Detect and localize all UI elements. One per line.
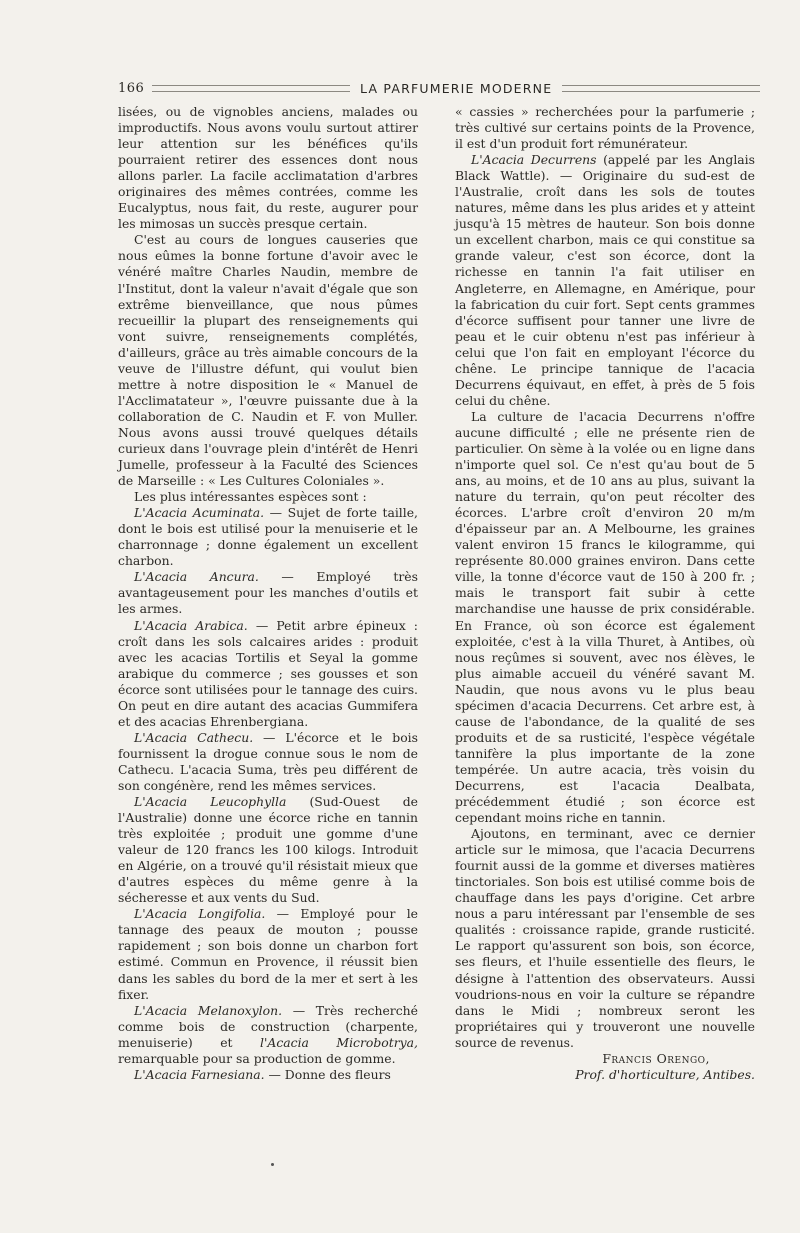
paragraph: Les plus intéressantes espèces sont : [134,489,367,505]
print-speck [271,1163,274,1166]
running-header [118,78,760,98]
species-description: (appelé par les Anglais Black Wattle). — Originaire du sud-est de l'Australie, croît dans les sols de toutes natures, même dans les plus arides et y atteint jusqu'à 15 mètres de hauteur. Son bois donne un excellent charbon, mais ce qui constitue sa grande valeur, c'est son écorce, dont la richesse en tannin l'a fait utiliser en Angleterre, en Allemagne, en Amérique, pour la fabrication du cuir fort. Sept cents grammes d'écorce suffisent pour tanner une livre de peau et le cuir obtenu n'est pas inférieur à celui que l'on fait en employant l'écorce du chêne. Le principe tannique de l'acacia Decurrens équivaut, en effet, à près de 5 fois celui du chêne. [455,152,755,408]
species-description: — Très recherché comme bois de construction (charpente, menuiserie) et [118,1002,418,1050]
species-entry [118,1003,418,1067]
species-description: remarquable pour sa production de gomme. [118,1050,396,1066]
species-name: L'Acacia Arabica. [134,617,248,633]
species-description: — Employé très avantageusement pour les manches d'outils et les armes. [118,569,418,617]
species-entry [118,505,418,569]
header-rule-right [562,85,760,92]
species-description: (Sud-Ouest de l'Australie) donne une écorce riche en tannin très exploitée ; produit une gomme d'une valeur de 120 francs les 100 kilogs. Introduit en Algérie, on a trouvé qu'il résistait mieux que d'autres espèces du même genre à la sécheresse et aux vents du Sud. [118,794,419,906]
species-entry [118,730,418,794]
species-description: — Donne des fleurs [264,1066,391,1082]
paragraph: C'est au cours de longues causeries que nous eûmes la bonne fortune d'avoir avec le vénéré maître Charles Naudin, membre de l'Institut, dont la valeur n'avait d'égale que son extrême bienveillance, que nous pûmes recueillir la plupart des renseignements qui vont suivre, renseignements complétés, d'ailleurs, grâce au très aimable concours de la veuve de l'illustre défunt, qui voulut bien mettre à notre disposition le « Manuel de l'Acclimatateur », l'œuvre puissante due à la collaboration de C. Naudin et F. von Muller. Nous avons aussi trouvé quelques détails curieux dans l'ouvrage plein d'intérêt de Henri Jumelle, professeur à la Faculté des Sciences de Marseille : « Les Cultures Coloniales ». [118,232,418,489]
author-affiliation: Prof. d'horticulture, Antibes. [575,1066,755,1082]
species-entry [118,794,418,906]
species-name: L'Acacia Ancura. [134,569,259,585]
paragraph: lisées, ou de vignobles anciens, malades ou improductifs. Nous avons voulu surtout attirer leur attention sur les bénéfices qu'ils pourraient retirer des essences dont nous allons parler. La facile acclimatation d'arbres originaires des mêmes contrées, comme les Eucalyptus, nous fait, du reste, augurer pour les mimosas un succès presque certain. [118,104,418,232]
species-name: L'Acacia Farnesiana. [134,1066,265,1082]
page-number: 166 [118,80,145,96]
paragraph: Ajoutons, en terminant, avec ce dernier article sur le mimosa, que l'acacia Decurrens fournit aussi de la gomme et diverses matières tinctoriales. Son bois est utilisé comme bois de chauffage dans les pays d'origine. Cet arbre nous a paru intéressant par l'ensemble de ses qualités : croissance rapide, grande rusticité. Le rapport qu'assurent son bois, son écorce, ses fleurs, et l'huile essentielle des fleurs, le désigne à l'attention des observateurs. Aussi voudrions-nous en voir la culture se répandre dans le Midi ; nombreux seront les propriétaires qui y trouveront une nouvelle source de revenus. [455,826,755,1050]
species-name: L'Acacia Longifolia. [134,906,266,922]
species-name: L'Acacia Melanoxylon. [134,1002,283,1018]
species-description: — Petit arbre épineux : croît dans les sols calcaires arides : produit avec les acacias Tortilis et Seyal la gomme arabique du commerce ; ses gousses et son écorce sont utilisées pour le tannage des cuirs. On peut en dire autant des acacias Gummifera et des acacias Ehrenbergiana. [118,617,418,729]
signature [455,1051,755,1083]
species-name: l'Acacia Microbotrya, [260,1034,418,1050]
species-name: L'Acacia Leucophylla [134,794,287,810]
species-name: L'Acacia Cathecu. [134,729,254,745]
species-description: — Sujet de forte taille, dont le bois est utilisé pour la menuiserie et le charronnage ; donne également un excellent charbon. [118,505,418,569]
paragraph: « cassies » recherchées pour la parfumerie ; très cultivé sur certains points de la Provence, il est d'un produit fort rémunérateur. [455,104,755,152]
left-column [118,104,418,1083]
species-entry [118,569,418,617]
paragraph: La culture de l'acacia Decurrens n'offre aucune difficulté ; elle ne présente rien de particulier. On sème à la volée ou en ligne dans n'importe quel sol. Ce n'est qu'au bout de 5 ans, au moins, et de 10 ans au plus, suivant la nature du terrain, qu'on peut récolter des écorces. L'arbre croît d'environ 20 m/m d'épaisseur par an. A Melbourne, les graines valent environ 15 francs le kilogramme, qui représente 80.000 graines environ. Dans cette ville, la tonne d'écorce vaut de 150 à 200 fr. ; mais le transport fait subir à cette marchandise une hausse de prix considérable. En France, où son écorce est également exploitée, c'est à la villa Thuret, à Antibes, où nous reçûmes si souvent, avec nos élèves, le plus aimable accueil du vénéré savant M. Naudin, que nous avons vu le plus beau spécimen d'acacia Decurrens. Cet arbre est, à cause de l'abondance, de la qualité de ses produits et de sa rusticité, l'espèce végétale tannifère la plus importante de la zone tempérée. Un autre acacia, très voisin du Decurrens, est l'acacia Dealbata, précédemment étudié ; son écorce est cependant moins riche en tannin. [455,408,755,826]
species-name: L'Acacia Decurrens [471,152,597,168]
header-rule-left [152,85,350,92]
right-column [455,104,755,1083]
species-description: — Employé pour le tannage des peaux de mouton ; pousse rapidement ; son bois donne un charbon fort estimé. Commun en Provence, il réussit bien dans les sables du bord de la mer et sert à les fixer. [118,906,419,1002]
species-entry [118,1067,418,1083]
running-title: LA PARFUMERIE MODERNE [360,80,553,96]
species-entry [455,152,755,409]
species-entry [118,618,418,730]
author-name: Francis Orengo, [602,1050,710,1066]
species-entry [118,906,418,1002]
species-description: — L'écorce et le bois fournissent la drogue connue sous le nom de Cathecu. L'acacia Suma, très peu différent de son congénère, rend les mêmes services. [118,729,419,793]
species-name: L'Acacia Acuminata. [134,505,265,521]
